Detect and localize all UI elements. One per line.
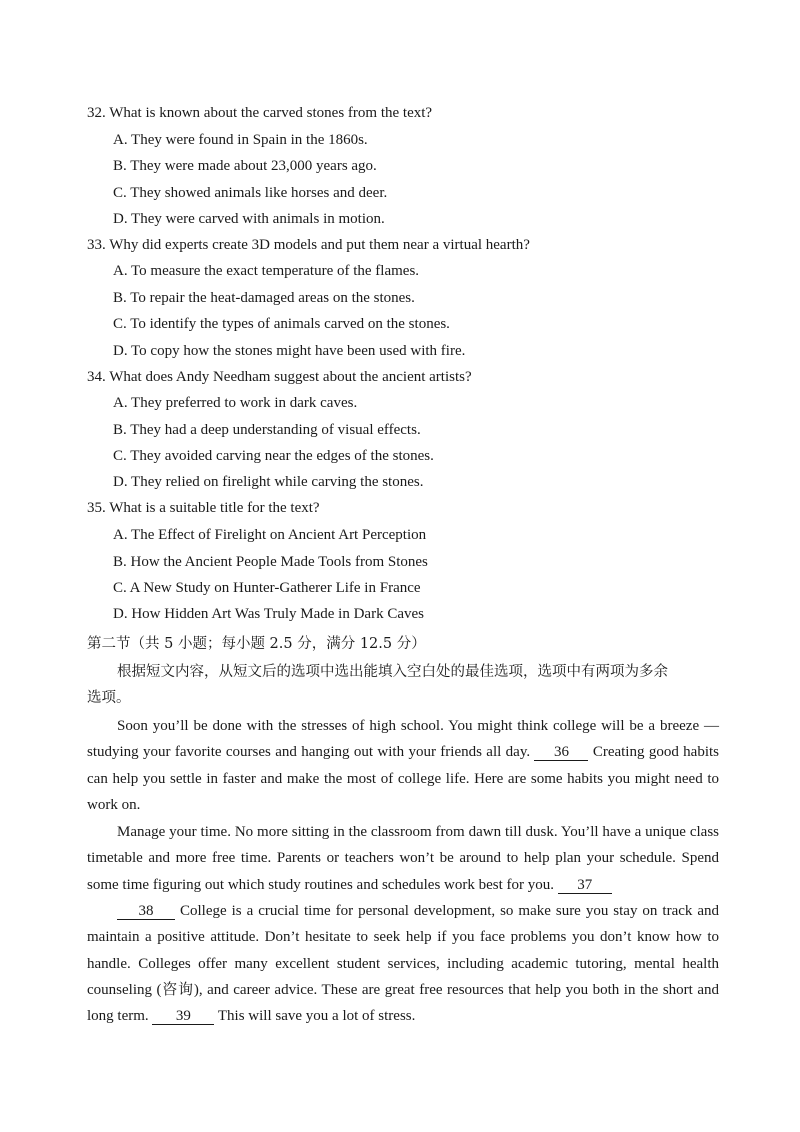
blank-39: 39 <box>152 1008 214 1025</box>
paragraph-3-text-b: This will save you a lot of stress. <box>217 1008 416 1025</box>
question-32-option-a: A. They were found in Spain in the 1860s. <box>113 132 368 148</box>
question-32-option-c: C. They showed animals like horses and deer. <box>113 185 388 201</box>
question-34-option-a: A. They preferred to work in dark caves. <box>113 395 358 411</box>
blank-36: 36 <box>534 744 588 761</box>
question-32-option-d: D. They were carved with animals in motion. <box>113 211 385 227</box>
question-34-option-c: C. They avoided carving near the edges of the stones. <box>113 448 434 464</box>
question-33-option-b: B. To repair the heat-damaged areas on the stones. <box>113 290 415 306</box>
question-35-option-d: D. How Hidden Art Was Truly Made in Dark Caves <box>113 606 424 622</box>
blank-38: 38 <box>117 903 175 920</box>
question-35-stem: 35. What is a suitable title for the text? <box>87 500 320 516</box>
section-instruction-line2: 选项。 <box>87 690 131 706</box>
paragraph-3-text-a: College is a crucial time for personal development, so make sure you stay on track and maintain a positive attitude. Don’t hesitate to seek help if you face problems you don’t know how to handle. Colleges offer many excellent student services, including academic tutoring, mental health counseling (咨询), and career advice. These are great free resources that help you both in the short and long term. <box>87 903 720 1025</box>
question-33-option-d: D. To copy how the stones might have been used with fire. <box>113 343 466 359</box>
question-33-stem: 33. Why did experts create 3D models and put them near a virtual hearth? <box>87 237 530 253</box>
question-35-option-c: C. A New Study on Hunter-Gatherer Life in France <box>113 580 421 596</box>
passage-paragraph-3 <box>87 898 719 1029</box>
question-33-option-c: C. To identify the types of animals carved on the stones. <box>113 316 450 332</box>
question-33-option-a: A. To measure the exact temperature of the flames. <box>113 263 420 279</box>
blank-37: 37 <box>558 877 612 894</box>
question-34-stem: 34. What does Andy Needham suggest about the ancient artists? <box>87 369 472 385</box>
paragraph-2-text: Manage your time. No more sitting in the classroom from dawn till dusk. You’ll have a unique class timetable and more free time. Parents or teachers won’t be around to help plan your schedule. Spend some time figuring out which study routines and schedules work best for you. <box>87 824 719 893</box>
question-35-option-b: B. How the Ancient People Made Tools from Stones <box>113 554 428 570</box>
passage-paragraph-2 <box>87 819 719 898</box>
question-32-option-b: B. They were made about 23,000 years ago. <box>113 158 377 174</box>
question-34-option-b: B. They had a deep understanding of visual effects. <box>113 422 421 438</box>
question-34-option-d: D. They relied on firelight while carving the stones. <box>113 474 424 490</box>
paragraph-1-text-a: Soon you’ll be done with the stresses of high school. You might think college will be a breeze — studying your favorite courses and hanging out with your friends all day. <box>87 718 719 761</box>
section-heading: 第二节（共 5 小题；每小题 2.5 分，满分 12.5 分） <box>87 636 426 652</box>
question-35-option-a: A. The Effect of Firelight on Ancient Art Perception <box>113 527 427 543</box>
paragraph-1-text-b: Creating good habits can help you settle in faster and make the most of college life. Here are some habits you might need to work on. <box>87 744 720 813</box>
passage-paragraph-1 <box>87 713 719 818</box>
section-instruction-line1: 根据短文内容，从短文后的选项中选出能填入空白处的最佳选项，选项中有两项为多余 <box>117 664 668 680</box>
question-32-stem: 32. What is known about the carved stones from the text? <box>87 105 433 121</box>
